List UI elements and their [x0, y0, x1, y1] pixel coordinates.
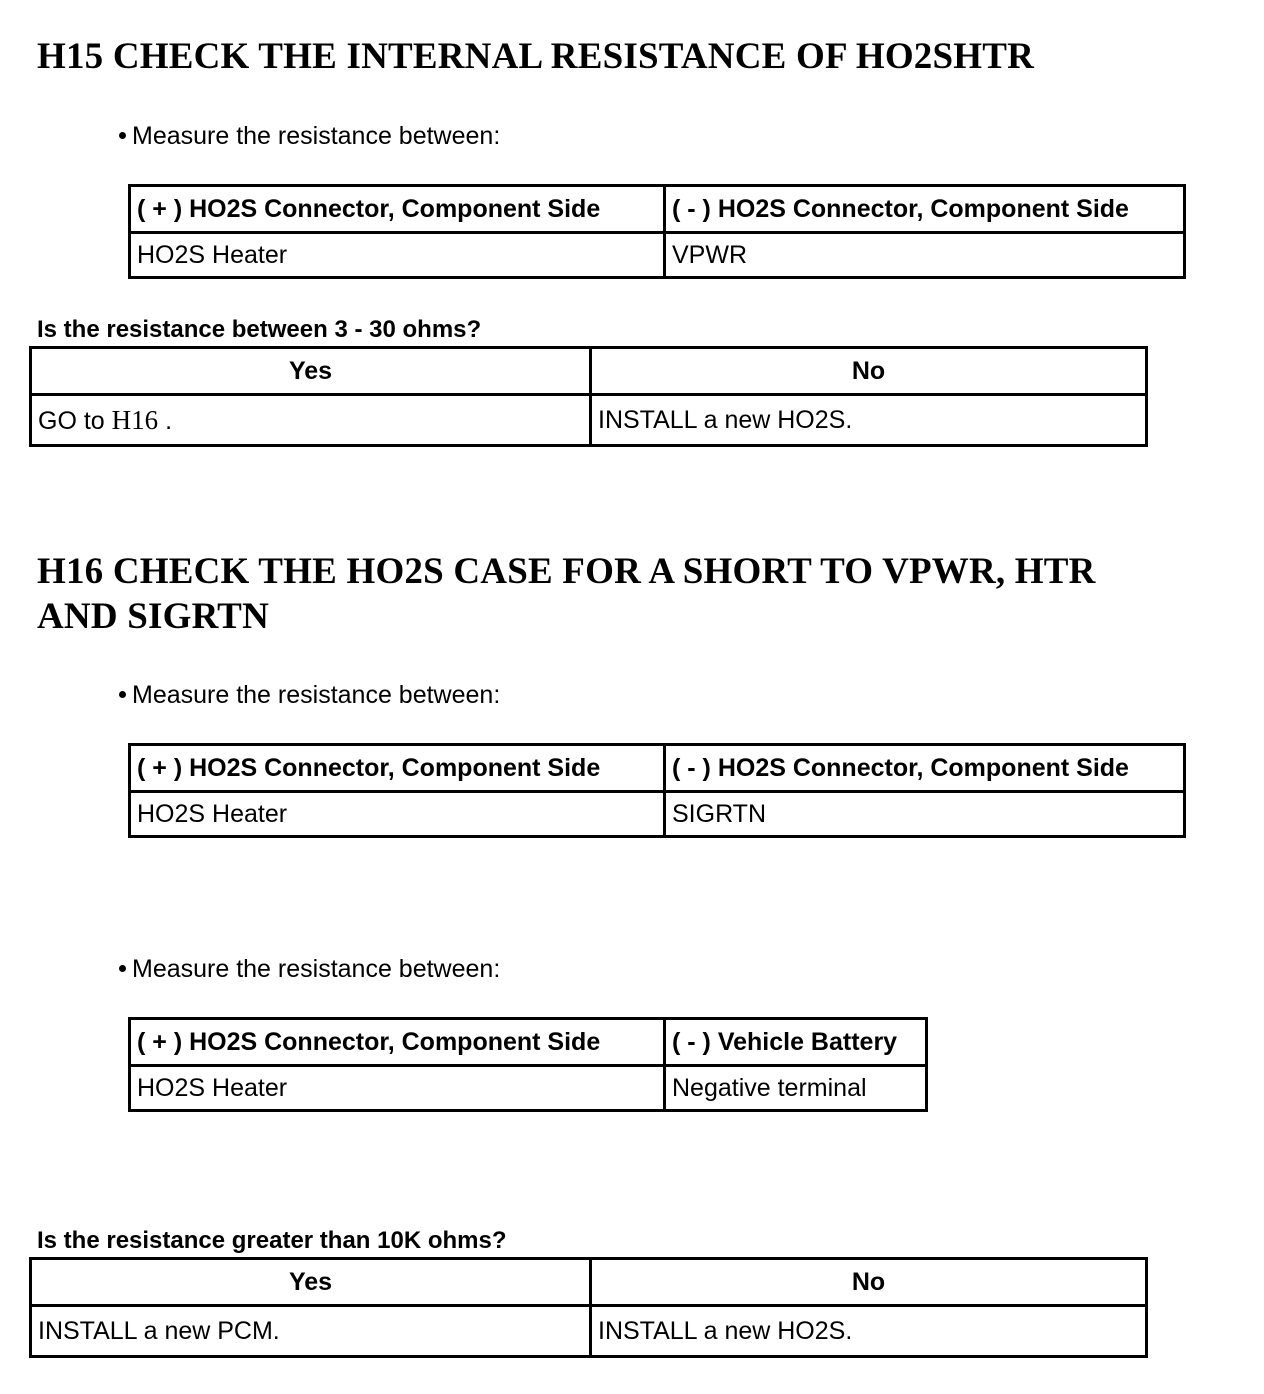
h16-t2-cell-positive: HO2S Heater: [130, 1066, 665, 1111]
h16-t1-header-positive: ( + ) HO2S Connector, Component Side: [130, 745, 665, 792]
h16-yes-header: Yes: [31, 1259, 591, 1306]
h15-measure-cell-negative: VPWR: [665, 233, 1185, 278]
h15-yes-prefix: GO to: [38, 406, 112, 435]
h15-answer-table: [29, 346, 1148, 447]
h16-answer-table: [29, 1257, 1148, 1358]
bullet-icon: [119, 132, 126, 139]
h15-no-header: No: [591, 348, 1147, 395]
h15-measure-table: [128, 184, 1186, 279]
h15-instruction: [119, 121, 500, 151]
h16-measure-table-2: [128, 1017, 928, 1112]
h16-title-line1: H16 CHECK THE HO2S CASE FOR A SHORT TO VPWR, HTR: [37, 551, 1096, 592]
h16-question: Is the resistance greater than 10K ohms?: [37, 1227, 507, 1254]
h15-measure-header-positive: ( + ) HO2S Connector, Component Side: [130, 186, 665, 233]
h16-no-header: No: [591, 1259, 1147, 1306]
h15-instruction-text: Measure the resistance between:: [132, 122, 501, 150]
bullet-icon: [119, 965, 126, 972]
h16-instruction-2: [119, 954, 500, 984]
bullet-icon: [119, 691, 126, 698]
h16-t2-cell-negative: Negative terminal: [665, 1066, 927, 1111]
h16-t1-header-negative: ( - ) HO2S Connector, Component Side: [665, 745, 1185, 792]
h16-measure-table-1: [128, 743, 1186, 838]
h16-t2-header-negative: ( - ) Vehicle Battery: [665, 1019, 927, 1066]
h15-no-cell: INSTALL a new HO2S.: [591, 395, 1147, 446]
h16-link[interactable]: H16: [111, 404, 159, 435]
h16-instruction-1: [119, 680, 500, 710]
h16-t1-cell-negative: SIGRTN: [665, 792, 1185, 837]
h15-yes-suffix: .: [158, 406, 173, 435]
h15-measure-header-negative: ( - ) HO2S Connector, Component Side: [665, 186, 1185, 233]
h16-yes-cell: INSTALL a new PCM.: [31, 1306, 591, 1357]
h16-t1-cell-positive: HO2S Heater: [130, 792, 665, 837]
h15-title: H15 CHECK THE INTERNAL RESISTANCE OF HO2SHTR: [37, 36, 1035, 77]
h16-instruction-2-text: Measure the resistance between:: [132, 955, 501, 983]
h16-t2-header-positive: ( + ) HO2S Connector, Component Side: [130, 1019, 665, 1066]
h16-no-cell: INSTALL a new HO2S.: [591, 1306, 1147, 1357]
h15-yes-cell: [31, 395, 591, 446]
h15-yes-header: Yes: [31, 348, 591, 395]
h15-question: Is the resistance between 3 - 30 ohms?: [37, 316, 482, 343]
h15-measure-cell-positive: HO2S Heater: [130, 233, 665, 278]
h16-instruction-1-text: Measure the resistance between:: [132, 681, 501, 709]
h16-title-line2: AND SIGRTN: [37, 596, 269, 637]
